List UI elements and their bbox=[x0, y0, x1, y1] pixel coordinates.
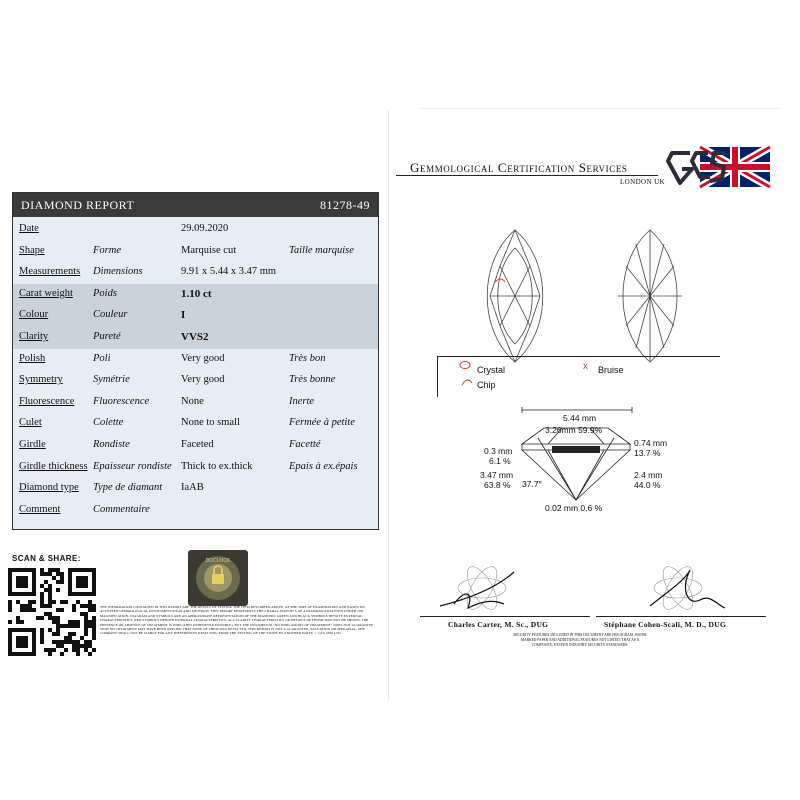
report-row bbox=[13, 478, 378, 500]
signature-right-seal bbox=[630, 560, 740, 620]
row-label: Clarity bbox=[19, 331, 49, 342]
crown-height-pct: 6.1 % bbox=[489, 456, 511, 466]
legend-chip: Chip bbox=[477, 380, 496, 390]
row-value-fr: Inerte bbox=[289, 395, 315, 407]
report-row bbox=[13, 457, 378, 479]
report-row bbox=[13, 262, 378, 284]
lab-location: LONDON UK bbox=[620, 178, 666, 186]
report-header bbox=[13, 193, 378, 217]
report-row bbox=[13, 413, 378, 435]
row-label-fr: Poids bbox=[93, 287, 117, 299]
row-label: Fluorescence bbox=[19, 395, 75, 407]
report-row bbox=[13, 370, 378, 392]
report-number: 81278-49 bbox=[320, 198, 370, 212]
row-label-fr: Symétrie bbox=[93, 374, 130, 386]
row-label: Date bbox=[19, 223, 39, 234]
row-value-fr: Epais à ex.épais bbox=[289, 460, 358, 472]
crown-height-mm: 0.3 mm bbox=[484, 446, 513, 456]
row-label-fr: Dimensions bbox=[93, 266, 143, 278]
report-row bbox=[13, 284, 378, 306]
row-label-fr: Epaisseur rondiste bbox=[93, 460, 172, 472]
row-value: VVS2 bbox=[181, 331, 209, 343]
disclaimer-text: THE INFORMATION CONTAINED IN THIS REPORT ARE THE RESULT OF TESTING THE ITEM DESCRIBED ABOVE, AT THE TIME OF EXAMINATION AND BASED ON ACCEPTED GEMMOLOGICAL INSTRUMENTATION AND METHODS. THIS REPORT REPRESENTS THE CHARACTERISTICS OF A DIAMOND ANALYSED UNDER 10X MAGNIFICATION. DIAGRAM AND SYMBOLS ARE AN APPROXIMATE REPRESENTATION OF THE DIAMOND. GREEN AND BLACK SYMBOLS DENOTE EXTERNAL CHARACTERISTICS; RED SYMBOLS DENOTE INTERNAL CHARACTERISTICS. ALL CLARITY CHARACTERISTICS OR DETAILS OF FINISH MAY NOT BE SHOWN. THE PRESENCE OR ABSENCE OF TREATMENT IS INDICATED (WHENEVER POSSIBLE), BUT THE INSCRIPTION "NO INDICATIONS OF TREATMENT" DOES NOT GUARANTEE THAT NO TREATMENT MAY HAVE BEEN APPLIED THAT NONE OF THEM WAS DETECTED. THIS REPORT IS NOT A GUARANTEE, VALUATION OR APPRAISAL. THE COMPANY SHALL NOT BE LIABLE FOR ANY DIFFERENCES RESULTING FROM THE TESTING OF THE STONE BY ANOTHER PARTY. © GCS 2020 LTD bbox=[100, 605, 374, 636]
row-label: Shape bbox=[19, 244, 45, 256]
row-value-fr: Fermée à petite bbox=[289, 417, 355, 429]
row-label-fr: Commentaire bbox=[93, 503, 150, 515]
page-fold bbox=[388, 110, 389, 700]
girdle-mm: 0.74 mm bbox=[634, 438, 668, 448]
row-value: 9.91 x 5.44 x 3.47 mm bbox=[181, 266, 277, 278]
row-value: Faceted bbox=[181, 439, 214, 450]
pavilion-depth-mm: 2.4 mm bbox=[634, 470, 663, 480]
row-value: I bbox=[181, 309, 186, 322]
row-value-fr: Taille marquise bbox=[289, 244, 354, 256]
total-depth-pct: 63.8 % bbox=[484, 480, 511, 490]
row-label: Measurements bbox=[19, 266, 81, 278]
hologram-seal bbox=[188, 550, 248, 606]
row-value: Thick to ex.thick bbox=[181, 460, 253, 472]
bottom-view-diagram bbox=[600, 226, 700, 366]
top-view-diagram bbox=[460, 226, 570, 366]
table-label: 3.26mm 59.9% bbox=[545, 425, 603, 435]
chip-symbol-icon bbox=[460, 376, 474, 386]
girdle-pct: 13.7 % bbox=[634, 448, 661, 458]
security-note: SECURITY FEATURES INCLUDED IN THIS DOCUMENT ARE HOLOGRAM, WATER MARKED PAPER AND ADDITIONAL FEATURES NOT LISTED, THAT AS A COMPOSITE, EXCEED INDUSTRY SECURITY STANDARDS. bbox=[513, 633, 647, 647]
report-row bbox=[13, 327, 378, 349]
row-value: Very good bbox=[181, 374, 225, 386]
row-label: Polish bbox=[19, 352, 46, 364]
row-label: Culet bbox=[19, 417, 42, 429]
top-rule bbox=[420, 108, 780, 109]
report-row bbox=[13, 435, 378, 457]
diamond-report-table bbox=[12, 192, 379, 530]
legend-crystal: Crystal bbox=[477, 365, 506, 375]
row-label-fr: Type de diamant bbox=[93, 482, 163, 494]
row-label: Colour bbox=[19, 309, 49, 321]
gcs-logo bbox=[664, 143, 772, 196]
report-row bbox=[13, 305, 378, 327]
row-value: IaAB bbox=[181, 482, 204, 494]
row-value-fr: Facetté bbox=[289, 439, 321, 450]
signature-right-line bbox=[596, 616, 766, 617]
chip-mark-icon bbox=[495, 279, 505, 282]
row-label: Diamond type bbox=[19, 482, 79, 494]
row-label-fr: Colette bbox=[93, 417, 124, 429]
row-label-fr: Forme bbox=[93, 244, 121, 256]
row-label-fr: Couleur bbox=[93, 309, 128, 321]
qr-code[interactable] bbox=[8, 568, 96, 656]
crystal-symbol-icon bbox=[458, 360, 472, 370]
pavilion-angle: 37.7° bbox=[522, 479, 542, 489]
clarity-legend bbox=[437, 356, 720, 397]
signatory-left: Charles Carter, M. Sc., DUG bbox=[448, 620, 549, 629]
report-row bbox=[13, 241, 378, 263]
scan-share-title: SCAN & SHARE: bbox=[12, 554, 81, 563]
report-row bbox=[13, 349, 378, 371]
row-label: Symmetry bbox=[19, 374, 63, 386]
row-label-fr: Fluorescence bbox=[93, 395, 150, 407]
row-label-fr: Pureté bbox=[93, 331, 121, 342]
row-label-fr: Rondiste bbox=[93, 439, 130, 450]
legend-bruise: Bruise bbox=[598, 365, 624, 375]
report-row bbox=[13, 500, 378, 522]
width-label: 5.44 mm bbox=[563, 413, 597, 423]
report-title: DIAMOND REPORT bbox=[21, 198, 135, 212]
signature-left-line bbox=[420, 616, 590, 617]
pavilion-depth-pct: 44.0 % bbox=[634, 480, 661, 490]
signature-left-seal bbox=[434, 560, 554, 620]
lab-name: Gemmological Certification Services bbox=[410, 160, 628, 175]
row-value-fr: Très bonne bbox=[289, 374, 336, 386]
report-row bbox=[13, 392, 378, 414]
row-value: None bbox=[181, 395, 204, 407]
row-label: Comment bbox=[19, 503, 61, 515]
row-label-fr: Poli bbox=[93, 352, 111, 364]
row-label: Girdle thickness bbox=[19, 460, 88, 472]
row-value: 29.09.2020 bbox=[181, 223, 229, 234]
total-depth-mm: 3.47 mm bbox=[480, 470, 514, 480]
culet-label: 0.02 mm 0.6 % bbox=[545, 503, 603, 513]
row-value: Very good bbox=[181, 352, 225, 364]
row-value-fr: Très bon bbox=[289, 352, 326, 364]
row-value: None to small bbox=[181, 417, 240, 429]
row-label: Carat weight bbox=[19, 287, 73, 299]
signatory-right: Stéphane Cohen-Scali, M. D., DUG bbox=[604, 620, 727, 629]
row-value: 1.10 ct bbox=[181, 287, 212, 300]
row-value: Marquise cut bbox=[181, 244, 237, 256]
bruise-symbol-icon: x bbox=[583, 361, 588, 372]
row-label: Girdle bbox=[19, 439, 46, 450]
hologram-text: DOCLOCK bbox=[205, 558, 231, 564]
report-row bbox=[13, 219, 378, 241]
header-rule bbox=[396, 175, 658, 176]
